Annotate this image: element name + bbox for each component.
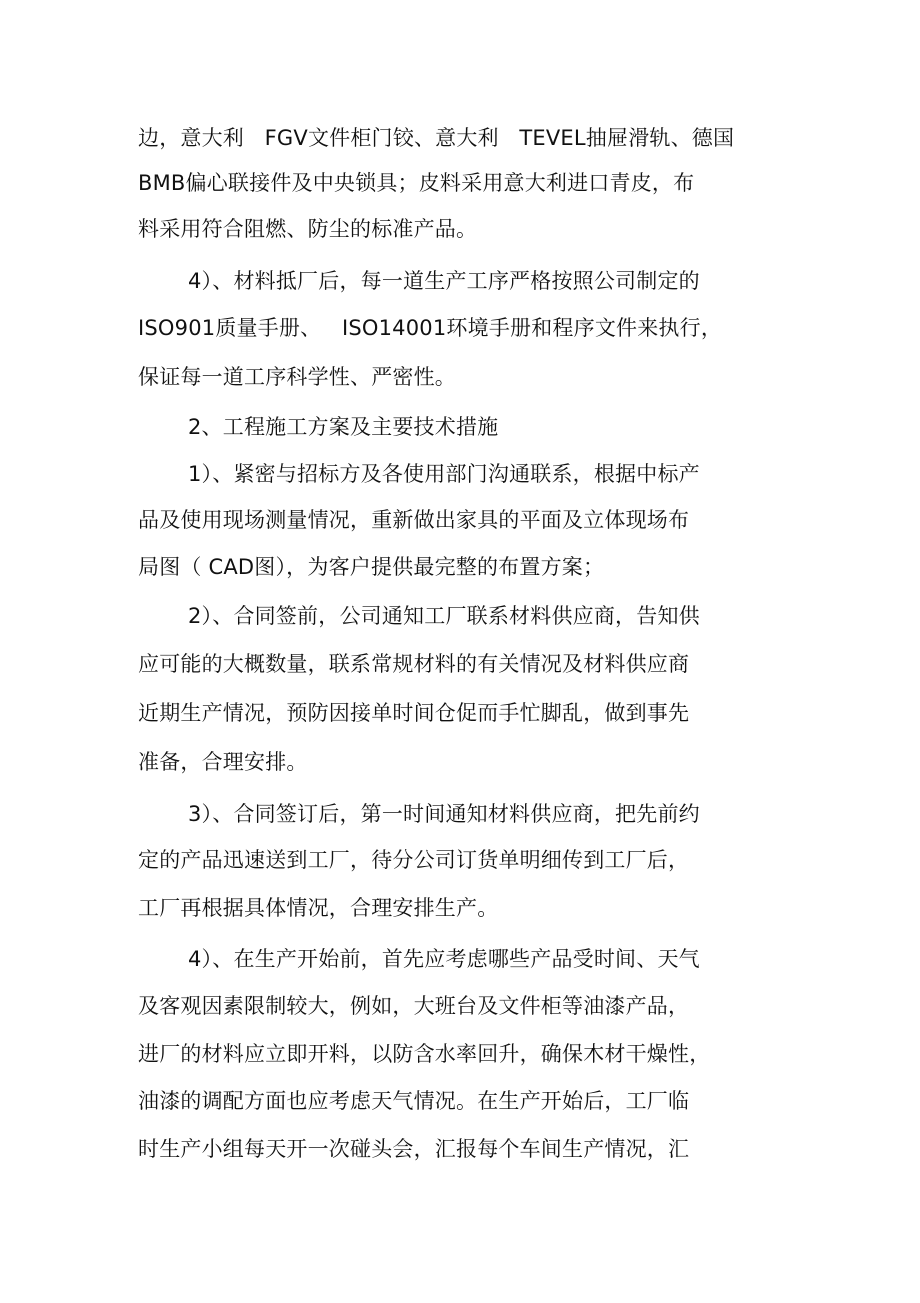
text-line: ISO901质量手册、 ISO14001环境手册和程序文件来执行， — [138, 316, 723, 340]
text-line: 应可能的大概数量，联系常规材料的有关情况及材料供应商 — [138, 652, 690, 676]
text-line: 时生产小组每天开一次碰头会，汇报每个车间生产情况，汇 — [138, 1137, 690, 1161]
text-line: 1）、紧密与招标方及各使用部门沟通联系，根据中标产 — [188, 462, 700, 486]
text-line: 准备，合理安排。 — [138, 750, 308, 774]
text-line: 边，意大利 FGV文件柜门铰、意大利 TEVEL抽屉滑轨、德国 — [138, 126, 735, 150]
text-line: 工厂再根据具体情况，合理安排生产。 — [138, 896, 499, 920]
text-line: 近期生产情况，预防因接单时间仓促而手忙脚乱，做到事先 — [138, 701, 690, 725]
text-line: 油漆的调配方面也应考虑天气情况。在生产开始后，工厂临 — [138, 1089, 690, 1113]
text-line: 定的产品迅速送到工厂，待分公司订货单明细传到工厂后， — [138, 848, 690, 872]
text-line: BMB偏心联接件及中央锁具；皮料采用意大利进口青皮，布 — [138, 171, 695, 195]
text-line: 料采用符合阻燃、防尘的标准产品。 — [138, 217, 478, 241]
text-line: 4）、在生产开始前，首先应考虑哪些产品受时间、天气 — [188, 947, 700, 971]
text-line: 4）、材料抵厂后，每一道生产工序严格按照公司制定的 — [188, 269, 700, 293]
text-line: 2）、合同签前，公司通知工厂联系材料供应商，告知供 — [188, 604, 700, 628]
text-line: 局图（ CAD图），为客户提供最完整的布置方案； — [138, 555, 605, 579]
text-line: 及客观因素限制较大，例如，大班台及文件柜等油漆产品， — [138, 994, 690, 1018]
section-heading: 2、工程施工方案及主要技术措施 — [188, 415, 499, 439]
text-line: 品及使用现场测量情况，重新做出家具的平面及立体现场布 — [138, 508, 690, 532]
text-line: 3）、合同签订后，第一时间通知材料供应商，把先前约 — [188, 802, 700, 826]
text-line: 保证每一道工序科学性、严密性。 — [138, 365, 456, 389]
text-line: 进厂的材料应立即开料，以防含水率回升，确保木材干燥性， — [138, 1042, 711, 1066]
